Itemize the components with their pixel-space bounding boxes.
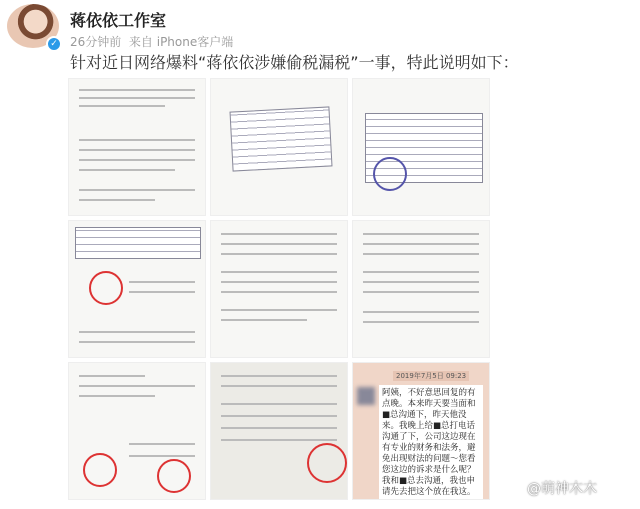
author-name[interactable]: 蒋依依工作室 [70,11,167,30]
image-4[interactable] [68,220,206,358]
chat-avatar [357,387,375,405]
watermark: @萌神木木 [527,481,597,497]
post-source: 来自 iPhone客户端 [128,35,234,49]
post-time: 26分钟前 [70,35,122,49]
chat-message: 阿姨，不好意思回复的有点晚。本来昨天要当面和■总沟通下，昨天他没来。我晚上给■总打电话沟通了下，公司这边现在有专业的财务和法务，避免出现财法的问题～您看您这边的诉求是什么呢？我和■总去沟通，我也申请先去把这个放在我这。 [379,385,483,500]
image-3[interactable] [352,78,490,216]
chat-date: 2019年7月5日 09:23 [393,371,469,381]
image-6[interactable] [352,220,490,358]
image-8[interactable] [210,362,348,500]
image-2[interactable] [210,78,348,216]
post-text: 针对近日网络爆料“蒋依依涉嫌偷税漏税”一事，特此说明如下： [70,53,519,72]
image-grid [68,78,490,500]
image-9-chat-screenshot[interactable] [352,362,490,500]
verified-badge-icon: ✓ [46,36,62,52]
image-5[interactable] [210,220,348,358]
post-meta [70,33,233,50]
image-1[interactable] [68,78,206,216]
image-7[interactable] [68,362,206,500]
